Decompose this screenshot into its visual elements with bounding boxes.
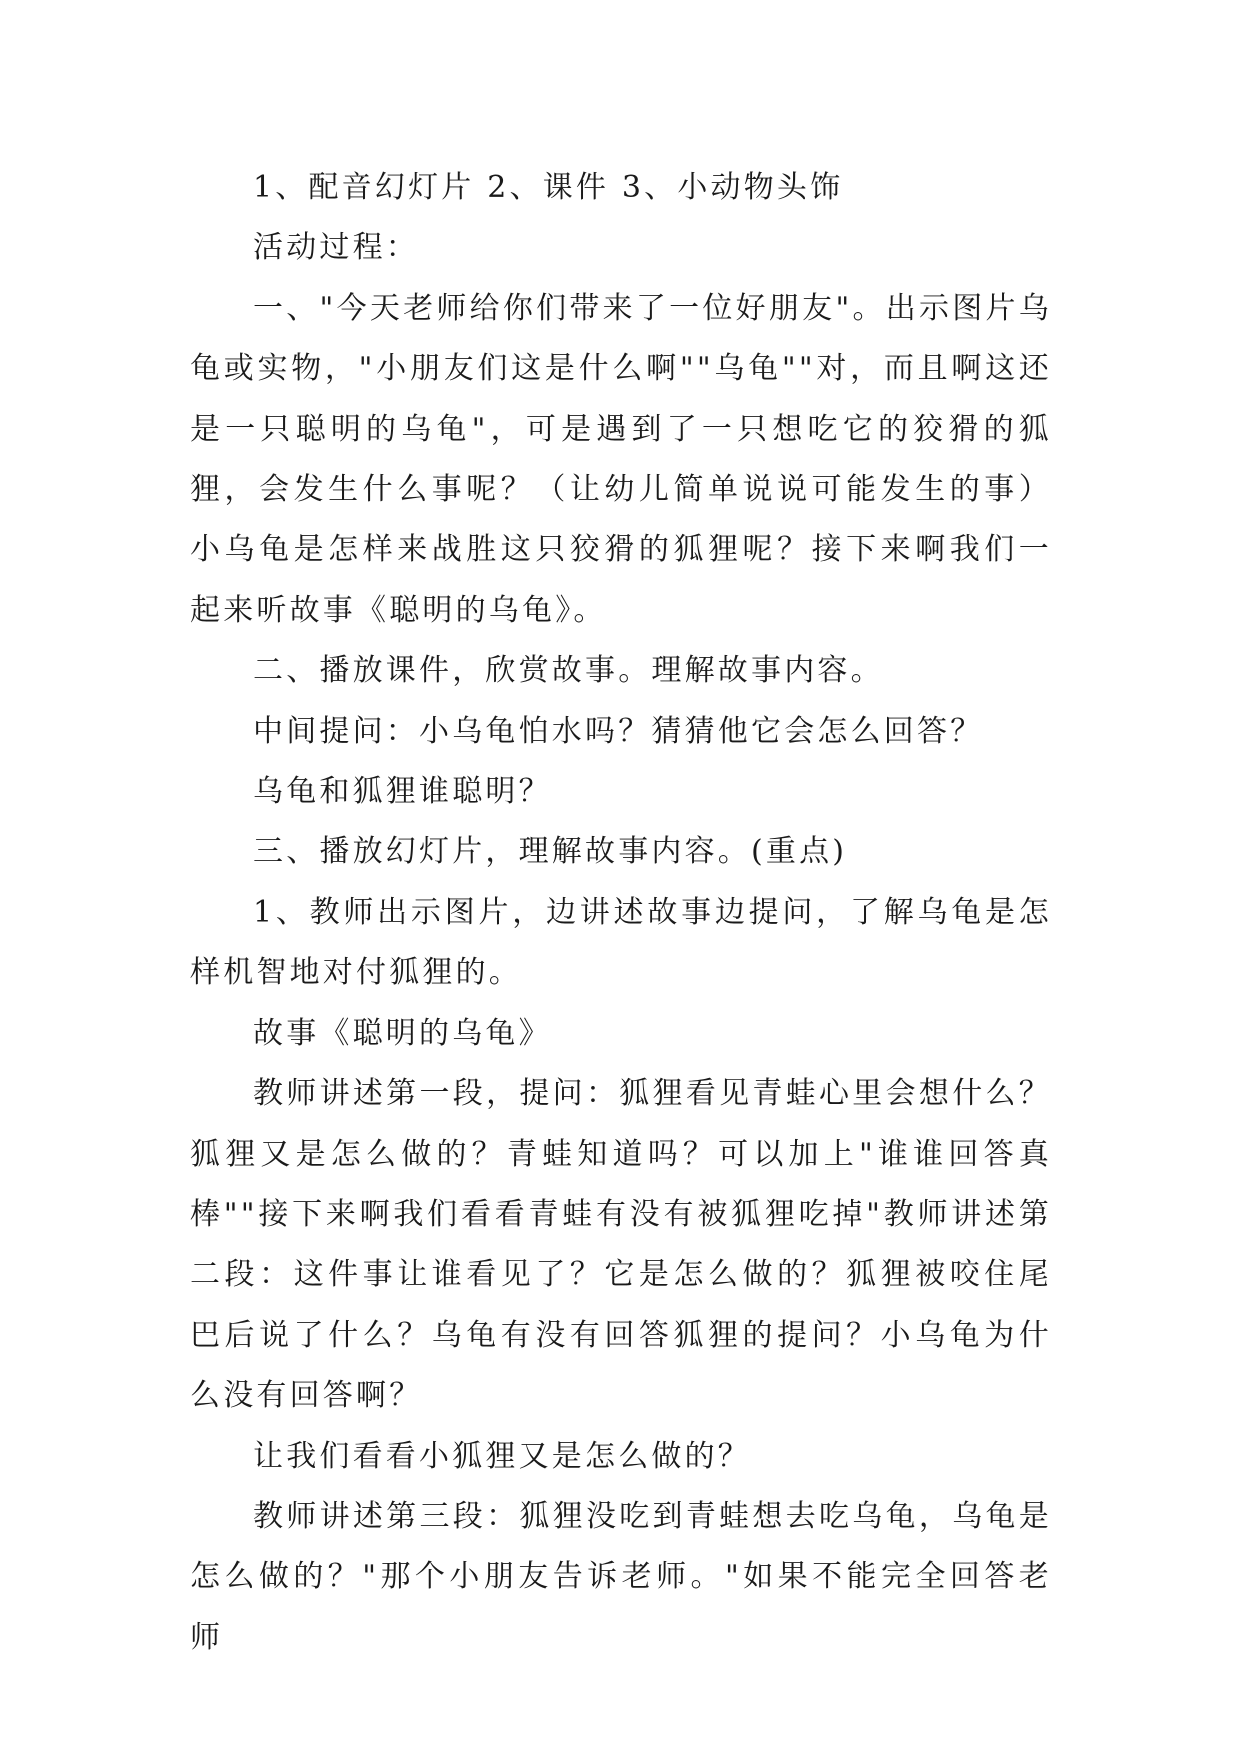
paragraph-step-three: 三、播放幻灯片，理解故事内容。(重点) — [253, 834, 848, 870]
paragraph-third-section: 教师讲述第三段：狐狸没吃到青蛙想去吃乌龟，乌龟是怎么做的？"那个小朋友告诉老师。"如果不能完全回答老师 — [190, 1498, 1052, 1655]
paragraph-first-section: 教师讲述第一段，提问：狐狸看见青蛙心里会想什么？狐狸又是怎么做的？青蛙知道吗？可以加上"谁谁回答真棒""接下来啊我们看看青蛙有没有被狐狸吃掉"教师讲述第二段：这件事让谁看见了？它是怎么做的？狐狸被咬住尾巴后说了什么？乌龟有没有回答狐狸的提问？小乌龟为什么没有回答啊？ — [190, 1076, 1052, 1414]
paragraph-activity-heading: 活动过程： — [253, 230, 419, 266]
paragraph-step-one: 一、"今天老师给你们带来了一位好朋友"。出示图片乌龟或实物，"小朋友们这是什么啊""乌龟""对，而且啊这还是一只聪明的乌龟"，可是遇到了一只想吃它的狡猾的狐狸，会发生什么事呢？（让幼儿简单说说可能发生的事）小乌龟是怎样来战胜这只狡猾的狐狸呢？接下来啊我们一起来听故事《聪明的乌龟》。 — [190, 290, 1052, 628]
paragraph-fox-action: 让我们看看小狐狸又是怎么做的？ — [253, 1438, 751, 1474]
paragraph-who-is-smart: 乌龟和狐狸谁聪明？ — [253, 774, 552, 810]
paragraph-teacher-shows-pictures: 1、教师出示图片，边讲述故事边提问，了解乌龟是怎样机智地对付狐狸的。 — [190, 894, 1052, 991]
document-body — [190, 158, 1052, 1668]
paragraph-step-two: 二、播放课件，欣赏故事。理解故事内容。 — [253, 653, 884, 689]
paragraph-story-title: 故事《聪明的乌龟》 — [253, 1015, 552, 1051]
paragraph-materials: 1、配音幻灯片 2、课件 3、小动物头饰 — [253, 170, 844, 205]
paragraph-middle-question: 中间提问：小乌龟怕水吗？猜猜他它会怎么回答？ — [253, 713, 984, 749]
